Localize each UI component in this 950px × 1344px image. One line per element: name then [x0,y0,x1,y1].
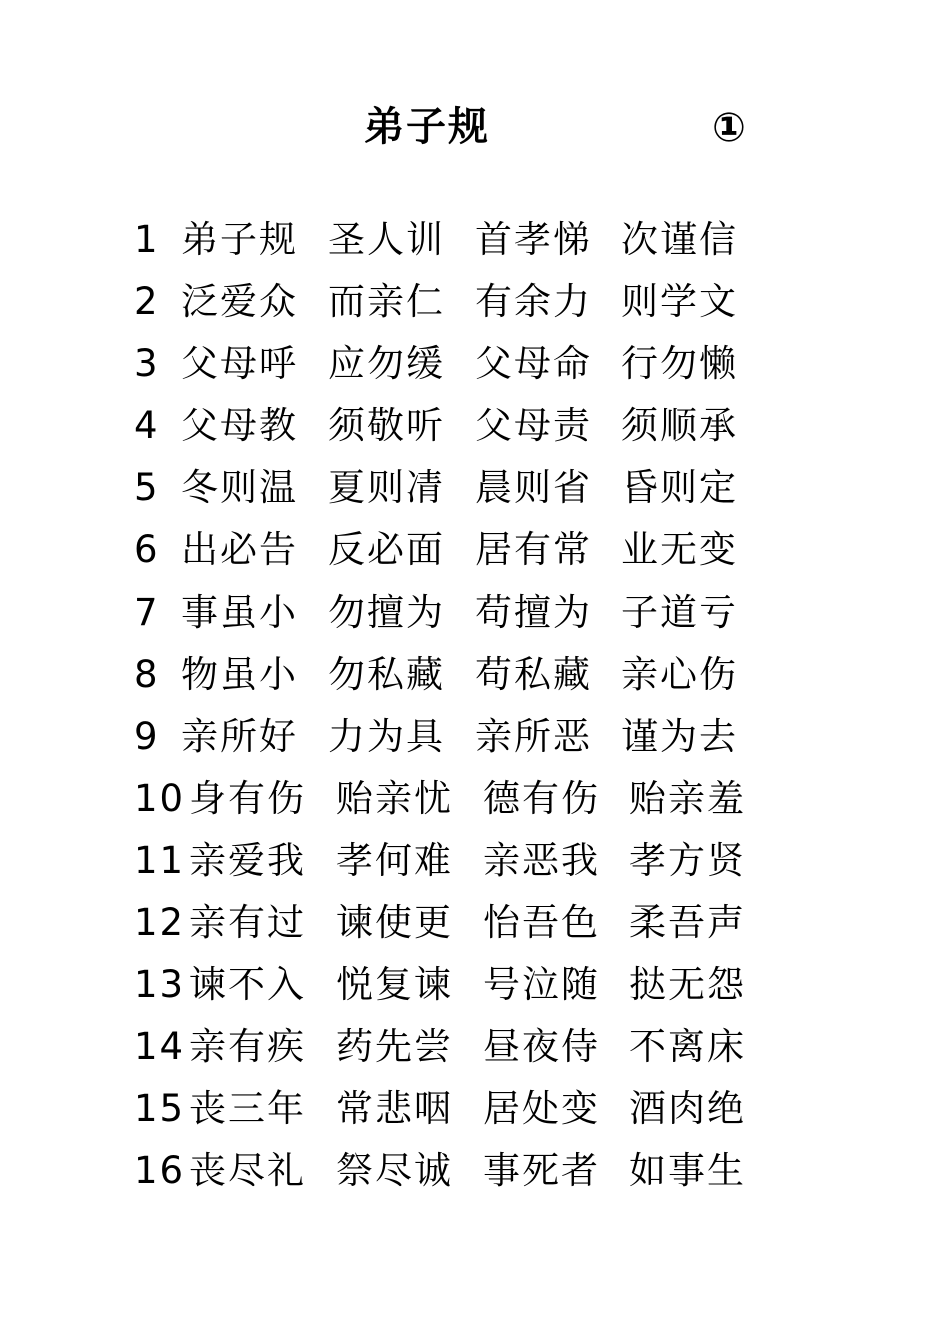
verse-phrase: 常悲咽 [336,1087,453,1131]
verse-phrase: 挞无怨 [629,963,746,1007]
verse-row [134,398,814,460]
verse-number: 10 [134,776,186,820]
verse-phrase: 亲所好 [181,714,298,758]
verse-phrase: 丧三年 [189,1087,306,1131]
verse-number: 11 [134,838,186,882]
verse-phrase: 夏则凊 [328,466,445,510]
verse-list [134,212,814,1206]
verse-phrase: 圣人训 [328,218,445,261]
verse-phrase: 亲心伤 [621,652,738,696]
verse-phrase: 勿私藏 [328,652,445,696]
verse-number: 4 [134,404,160,448]
verse-row [134,709,814,771]
verse-phrase: 谏使更 [336,901,453,945]
verse-phrase: 贻亲忧 [336,776,453,820]
verse-phrase: 反必面 [328,528,445,572]
verse-phrase: 怡吾色 [483,901,600,945]
verse-row [134,585,814,647]
verse-row [134,1081,814,1143]
verse-phrase: 父母命 [475,342,592,386]
verse-phrase: 丧尽礼 [189,1149,306,1193]
verse-phrase: 须敬听 [328,404,445,448]
verse-number: 1 [134,218,160,261]
verse-phrase: 苟私藏 [475,652,592,696]
verse-phrase: 行勿懒 [621,342,738,386]
verse-phrase: 谨为去 [621,714,738,758]
verse-phrase: 身有伤 [189,776,306,820]
verse-phrase: 德有伤 [483,776,600,820]
verse-phrase: 首孝悌 [475,218,592,261]
verse-phrase: 晨则省 [475,466,592,510]
verse-phrase: 居有常 [475,528,592,572]
verse-phrase: 而亲仁 [328,280,445,324]
verse-phrase: 居处变 [483,1087,600,1131]
verse-phrase: 事虽小 [181,590,298,634]
verse-number: 9 [134,714,160,758]
verse-phrase: 事死者 [483,1149,600,1193]
verse-phrase: 亲所恶 [475,714,592,758]
verse-phrase: 贻亲羞 [629,776,746,820]
verse-number: 16 [134,1149,186,1193]
verse-number: 14 [134,1025,186,1069]
verse-row [134,522,814,584]
verse-phrase: 父母责 [475,404,592,448]
document-title: 弟子规 [364,104,490,150]
verse-phrase: 业无变 [621,528,738,572]
verse-phrase: 须顺承 [621,404,738,448]
verse-row [134,771,814,833]
verse-phrase: 次谨信 [621,218,738,261]
verse-phrase: 谏不入 [189,963,306,1007]
verse-phrase: 父母教 [181,404,298,448]
verse-number: 2 [134,280,160,324]
verse-number: 6 [134,528,160,572]
verse-phrase: 亲有疾 [189,1025,306,1069]
verse-phrase: 有余力 [475,280,592,324]
verse-phrase: 物虽小 [181,652,298,696]
verse-number: 15 [134,1087,186,1131]
verse-phrase: 则学文 [621,280,738,324]
verse-phrase: 悦复谏 [336,963,453,1007]
verse-phrase: 亲爱我 [189,838,306,882]
verse-row [134,212,814,274]
verse-phrase: 应勿缓 [328,342,445,386]
verse-row [134,957,814,1019]
verse-row [134,1143,814,1205]
verse-row [134,1019,814,1081]
verse-phrase: 出必告 [181,528,298,572]
verse-number: 8 [134,652,160,696]
verse-phrase: 勿擅为 [328,590,445,634]
verse-phrase: 子道亏 [621,590,738,634]
verse-row [134,895,814,957]
verse-row [134,460,814,522]
verse-number: 12 [134,901,186,945]
verse-phrase: 柔吾声 [629,901,746,945]
verse-phrase: 药先尝 [336,1025,453,1069]
verse-phrase: 父母呼 [181,342,298,386]
verse-phrase: 孝何难 [336,838,453,882]
verse-row [134,336,814,398]
verse-phrase: 亲恶我 [483,838,600,882]
verse-phrase: 泛爱众 [181,280,298,324]
verse-row [134,833,814,895]
verse-phrase: 冬则温 [181,466,298,510]
verse-row [134,274,814,336]
verse-phrase: 酒肉绝 [629,1087,746,1131]
verse-phrase: 亲有过 [189,901,306,945]
verse-phrase: 昼夜侍 [483,1025,600,1069]
verse-phrase: 力为具 [328,714,445,758]
verse-number: 7 [134,590,160,634]
verse-phrase: 昏则定 [621,466,738,510]
verse-phrase: 孝方贤 [629,838,746,882]
verse-number: 13 [134,963,186,1007]
verse-phrase: 苟擅为 [475,590,592,634]
verse-phrase: 如事生 [629,1149,746,1193]
verse-number: 3 [134,342,160,386]
verse-phrase: 不离床 [629,1025,746,1069]
verse-phrase: 号泣随 [483,963,600,1007]
page-number-mark: ① [712,105,746,151]
verse-number: 5 [134,466,160,510]
verse-phrase: 祭尽诚 [336,1149,453,1193]
verse-row [134,647,814,709]
verse-phrase: 弟子规 [181,218,298,261]
